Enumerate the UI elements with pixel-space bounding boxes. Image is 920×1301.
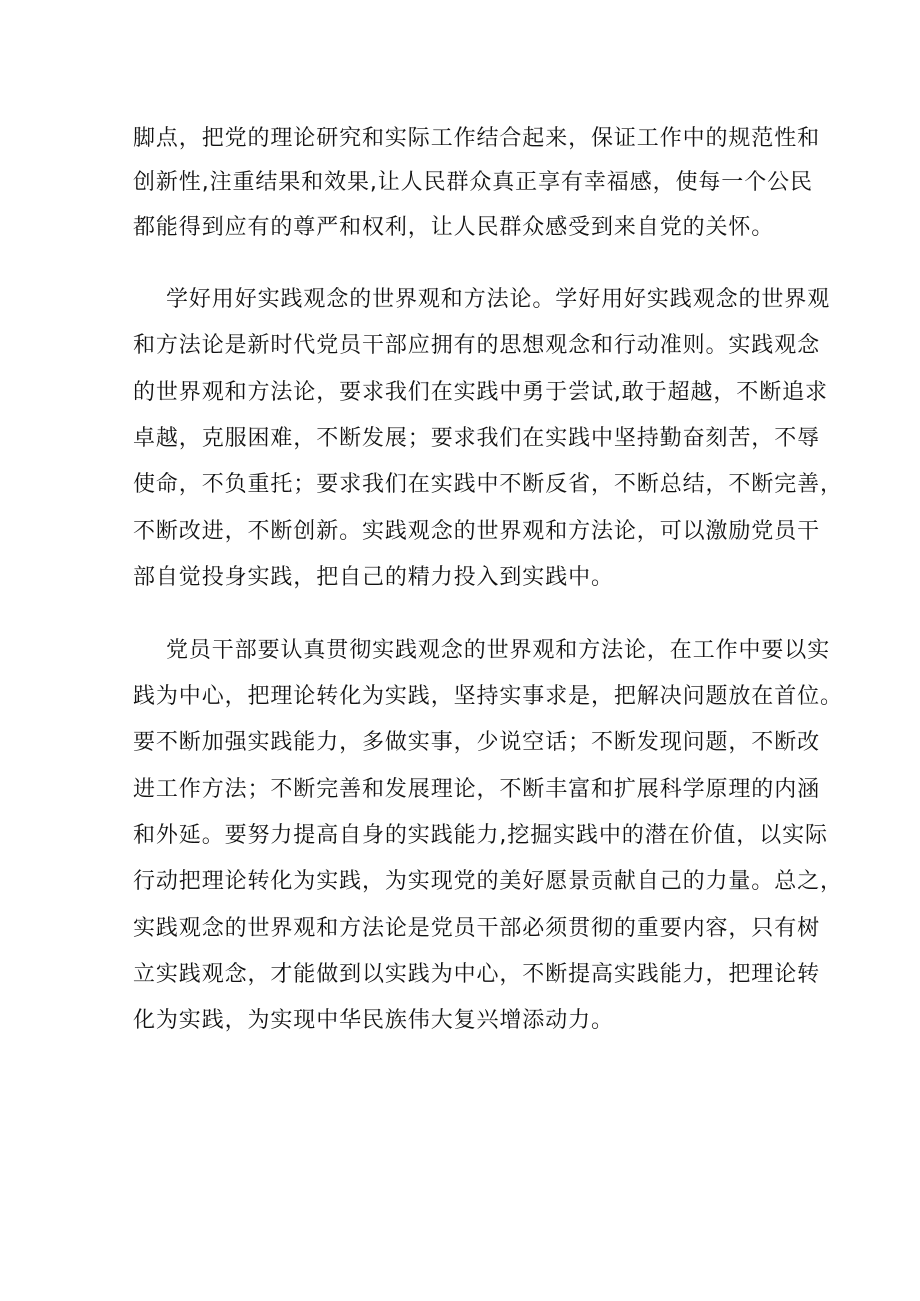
paragraph-2-line-7: 部自觉投身实践，把自己的精力投入到实践中。	[133, 565, 614, 590]
paragraph-3-line-6: 行动把理论转化为实践，为实现党的美好愿景贡献自己的力量。总之，	[133, 869, 843, 894]
paragraph-3-line-7: 实践观念的世界观和方法论是党员干部必须贯彻的重要内容，只有树	[133, 916, 821, 941]
paragraph-2-line-3: 的世界观和方法论，要求我们在实践中勇于尝试,敢于超越，不断追求	[133, 380, 828, 405]
paragraph-1-line-3: 都能得到应有的尊严和权利，让人民群众感受到来自党的关怀。	[133, 215, 775, 240]
paragraph-1-line-2: 创新性,注重结果和效果,让人民群众真正享有幸福感，使每一个公民	[133, 170, 813, 195]
paragraph-1-line-1: 脚点，把党的理论研究和实际工作结合起来，保证工作中的规范性和	[133, 126, 821, 151]
paragraph-2-line-2: 和方法论是新时代党员干部应拥有的思想观念和行动准则。实践观念	[133, 333, 821, 358]
paragraph-3-line-8: 立实践观念，才能做到以实践为中心，不断提高实践能力，把理论转	[133, 962, 821, 987]
paragraph-2-line-6: 不断改进，不断创新。实践观念的世界观和方法论，可以激励党员干	[133, 519, 821, 544]
paragraph-3-line-9: 化为实践，为实现中华民族伟大复兴增添动力。	[133, 1008, 614, 1033]
paragraph-2-line-5: 使命，不负重托；要求我们在实践中不断反省，不断总结，不断完善，	[133, 472, 843, 497]
paragraph-3-line-2: 践为中心，把理论转化为实践，坚持实事求是，把解决问题放在首位。	[133, 684, 843, 709]
paragraph-3-line-1: 党员干部要认真贯彻实践观念的世界观和方法论，在工作中要以实	[166, 638, 831, 663]
paragraph-2-line-4: 卓越，克服困难，不断发展；要求我们在实践中坚持勤奋刻苦，不辱	[133, 426, 821, 451]
paragraph-2-line-1: 学好用好实践观念的世界观和方法论。学好用好实践观念的世界观	[166, 287, 831, 312]
paragraph-3-line-3: 要不断加强实践能力，多做实事，少说空话；不断发现问题，不断改	[133, 730, 821, 755]
paragraph-3-line-5: 和外延。要努力提高自身的实践能力,挖掘实践中的潜在价值，以实际	[133, 823, 828, 848]
paragraph-3-line-4: 进工作方法；不断完善和发展理论，不断丰富和扩展科学原理的内涵	[133, 777, 821, 802]
